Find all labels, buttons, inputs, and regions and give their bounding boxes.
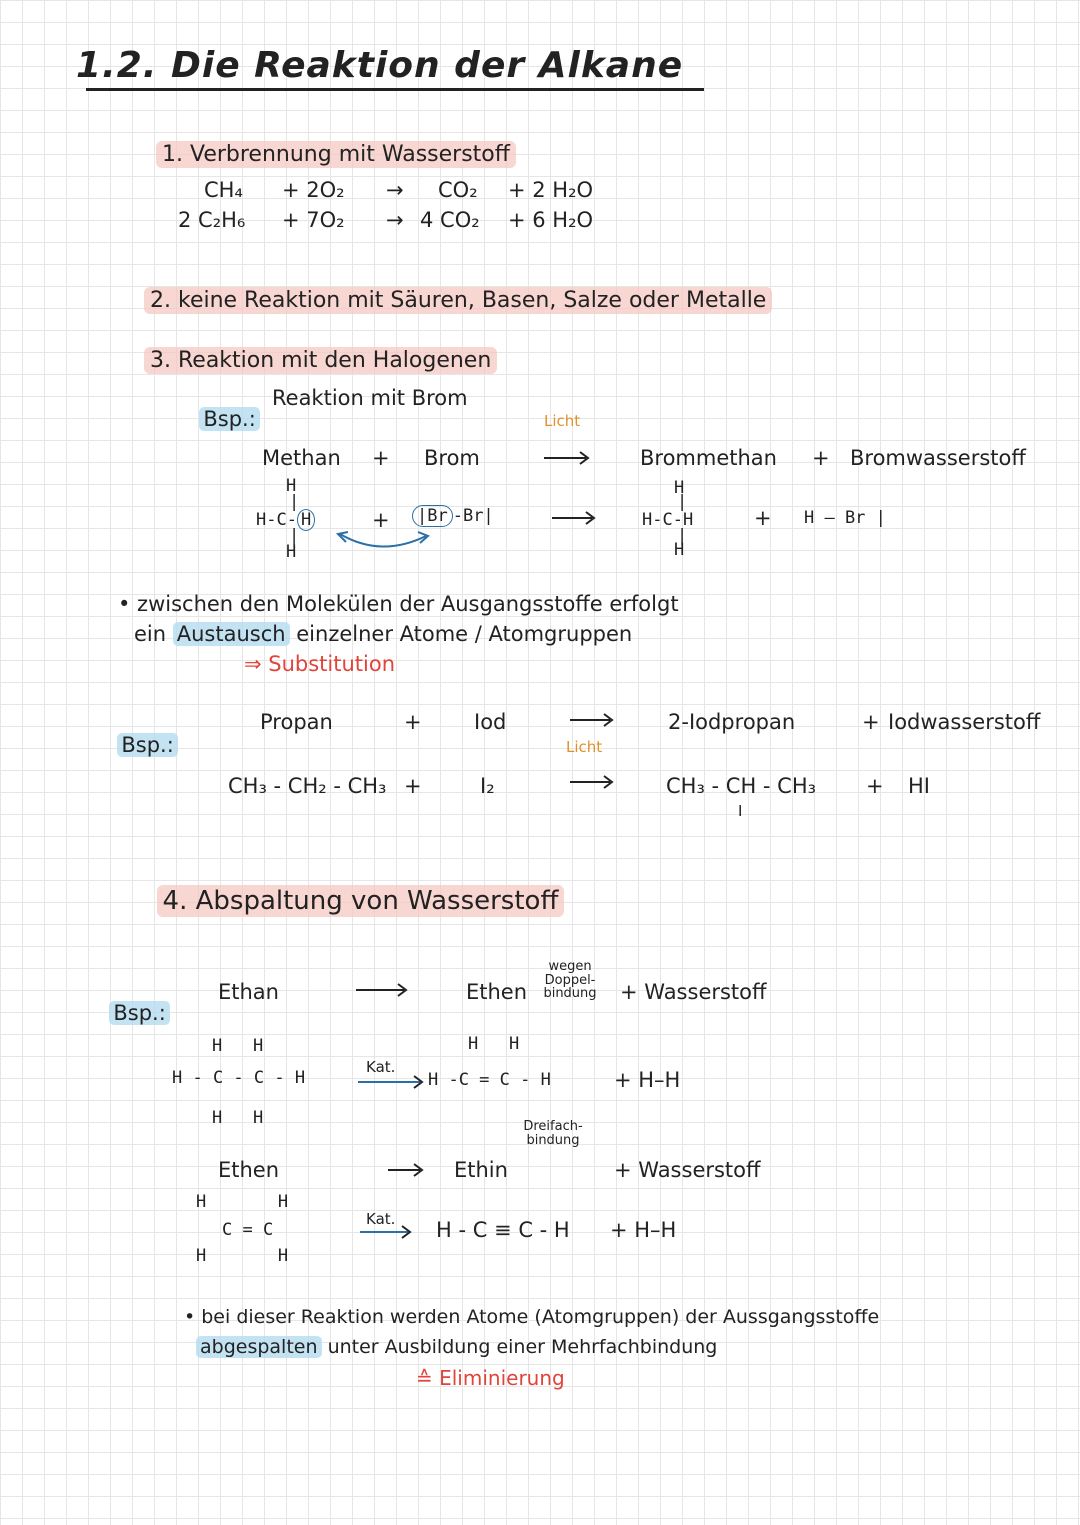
hydrogen-molecule: + H–H [614,1068,681,1092]
plus-sign: + [812,446,830,470]
iodine-label: Iod [474,710,507,734]
plus-sign: + [404,774,422,798]
propane-label: Propan [260,710,333,734]
hydrogen-iodide-label: Iodwasserstoff [888,710,1041,734]
title-underline [86,88,704,91]
substitution-note-line-2: ein Austausch einzelner Atome / Atomgruppen [134,622,633,646]
elimination-result: ≙ Eliminierung [416,1366,565,1390]
section-1-heading: 1. Verbrennung mit Wasserstoff [142,122,516,166]
ethene-label: Ethen [218,1158,280,1182]
hydrogen-label: + Wasserstoff [614,1158,761,1182]
reaction-arrow [388,1160,428,1180]
reaction-arrow [544,448,594,468]
iodine-formula: I₂ [480,774,495,798]
reaction-arrow [570,772,620,792]
catalyst-label: Kat. [366,1058,396,1076]
reaction-arrow [570,710,620,730]
plus-sign: + [404,710,422,734]
page-title: 1.2. Die Reaktion der Alkane [76,45,684,86]
reaction-arrow [356,980,412,1000]
plus-sign: + [862,710,880,734]
reaction-arrow [358,1072,432,1092]
plus-sign: + [866,774,884,798]
propane-formula: CH₃ - CH₂ - CH₃ [228,774,387,798]
ethane-label: Ethan [218,980,279,1004]
bromine-example-label: Bsp.: [186,388,260,430]
plus-sign: + [754,506,772,530]
light-label: Licht [566,738,603,756]
ethyne-label: Ethin [454,1158,508,1182]
ethene-label: Ethen [466,980,528,1004]
elimination-example-label: Bsp.: [96,982,170,1024]
exchange-arrow [336,528,436,554]
iodopropane-formula: CH₃ - CH - CH₃ [666,774,817,798]
iodine-substituent: I [738,802,743,820]
ethyne-formula: H - C ≡ C - H [436,1218,570,1242]
reaction-arrow [360,1222,420,1242]
bromomethane-label: Brommethan [640,446,777,470]
light-label: Licht [544,412,581,430]
hydrogen-circle: H [297,509,315,531]
bromine-example-text: Reaktion mit Brom [272,386,468,410]
section-3-heading: 3. Reaktion mit den Halogenen [130,328,497,372]
hydrogen-bromide-structure: H — Br | [804,508,886,528]
reaction-arrow [552,508,602,528]
plus-sign: + [372,446,390,470]
substitution-note-line-1: • zwischen den Molekülen der Ausgangsstoffe erfolgt [118,592,679,616]
hydrogen-molecule: + H–H [610,1218,677,1242]
hydrogen-label: + Wasserstoff [620,980,767,1004]
double-bond-note: wegen Doppel- bindung [543,959,597,1002]
hydrogen-bromide-label: Bromwasserstoff [850,446,1026,470]
iodopropane-label: 2-Iodpropan [668,710,796,734]
elimination-note-line-1: • bei dieser Reaktion werden Atome (Atomgruppen) der Aussgangsstoffe [184,1306,880,1328]
triple-bond-note: Dreifach- bindung [523,1119,583,1148]
iodine-example-label: Bsp.: [104,714,178,756]
plus-sign: + [372,508,390,532]
bromine-atom-circle: |Br [412,505,453,527]
catalyst-label: Kat. [366,1210,396,1228]
hydrogen-iodide-formula: HI [908,774,930,798]
section-4-heading: 4. Abspaltung von Wasserstoff [140,862,564,914]
bromine-molecule: |Br -Br| [412,508,494,525]
methane-label: Methan [262,446,341,470]
substitution-result: ⇒ Substitution [244,652,396,676]
elimination-note-line-2: abgespalten unter Ausbildung einer Mehrfachbindung [196,1338,717,1357]
bromine-label: Brom [424,446,480,470]
section-2-heading: 2. keine Reaktion mit Säuren, Basen, Salze oder Metalle [130,268,772,312]
